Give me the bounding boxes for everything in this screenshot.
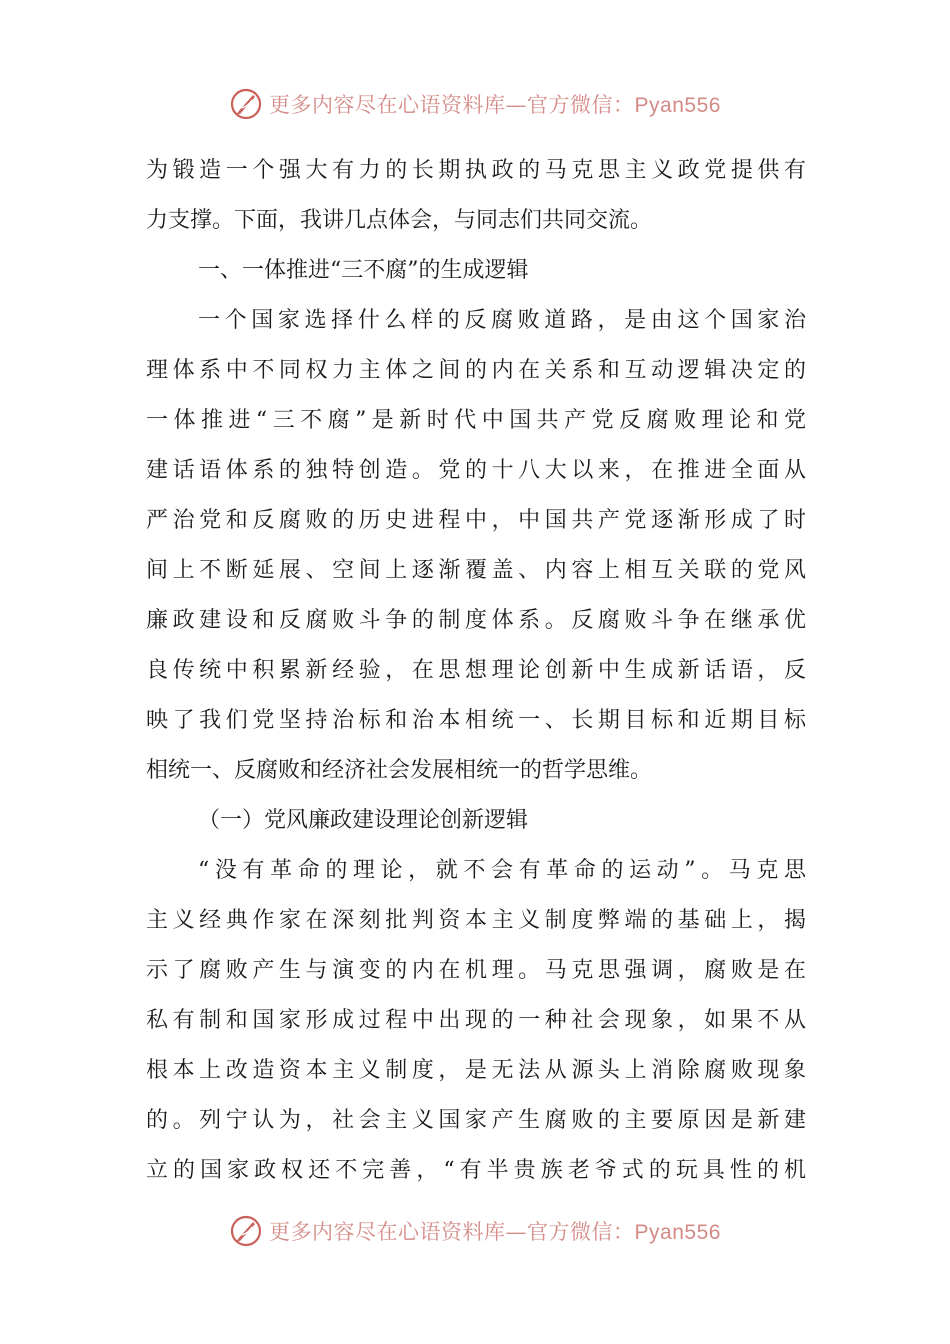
text-line: 的。列宁认为，社会主义国家产生腐败的主要原因是新建 — [146, 1108, 806, 1133]
watermark-header — [0, 84, 950, 124]
text-line: “没有革命的理论，就不会有革命的运动”。马克思 — [198, 858, 806, 883]
text-line: 相统一、反腐败和经济社会发展相统一的哲学思维。 — [146, 758, 653, 783]
text-line: 良传统中积累新经验，在思想理论创新中生成新话语，反 — [146, 658, 806, 683]
text-line: 立的国家政权还不完善，“有半贵族老爷式的玩具性的机 — [146, 1158, 806, 1183]
watermark-handle: Pyan556 — [634, 94, 721, 117]
text-line: 建话语体系的独特创造。党的十八大以来，在推进全面从 — [146, 458, 806, 483]
text-line: 一体推进“三不腐”是新时代中国共产党反腐败理论和党 — [146, 408, 806, 433]
subsection-heading: （一）党风廉政建设理论创新逻辑 — [198, 808, 529, 833]
text-line: 示了腐败产生与演变的内在机理。马克思强调，腐败是在 — [146, 958, 806, 983]
watermark-handle: Pyan556 — [634, 1221, 721, 1244]
text-line: 理体系中不同权力主体之间的内在关系和互动逻辑决定的 — [146, 358, 806, 383]
text-line: 私有制和国家形成过程中出现的一种社会现象，如果不从 — [146, 1008, 806, 1033]
quill-logo-icon — [229, 87, 263, 121]
text-line: 主义经典作家在深刻批判资本主义制度弊端的基础上，揭 — [146, 908, 806, 933]
text-line: 为锻造一个强大有力的长期执政的马克思主义政党提供有 — [146, 158, 806, 183]
text-line: 映了我们党坚持治标和治本相统一、长期目标和近期目标 — [146, 708, 806, 733]
watermark-footer — [0, 1211, 950, 1251]
watermark-text: 更多内容尽在心语资料库—官方微信：Pyan556 — [269, 1220, 721, 1244]
text-line: 一个国家选择什么样的反腐败道路，是由这个国家治 — [198, 308, 806, 333]
watermark-text: 更多内容尽在心语资料库—官方微信：Pyan556 — [269, 93, 721, 117]
text-line: 廉政建设和反腐败斗争的制度体系。反腐败斗争在继承优 — [146, 608, 806, 633]
document-body — [146, 146, 806, 1196]
text-line: 根本上改造资本主义制度，是无法从源头上消除腐败现象 — [146, 1058, 806, 1083]
text-line: 间上不断延展、空间上逐渐覆盖、内容上相互关联的党风 — [146, 558, 806, 583]
section-heading: 一、一体推进“三不腐”的生成逻辑 — [198, 258, 529, 283]
quill-logo-icon — [229, 1214, 263, 1248]
text-line: 力支撑。下面，我讲几点体会，与同志们共同交流。 — [146, 208, 653, 233]
text-line: 严治党和反腐败的历史进程中，中国共产党逐渐形成了时 — [146, 508, 806, 533]
